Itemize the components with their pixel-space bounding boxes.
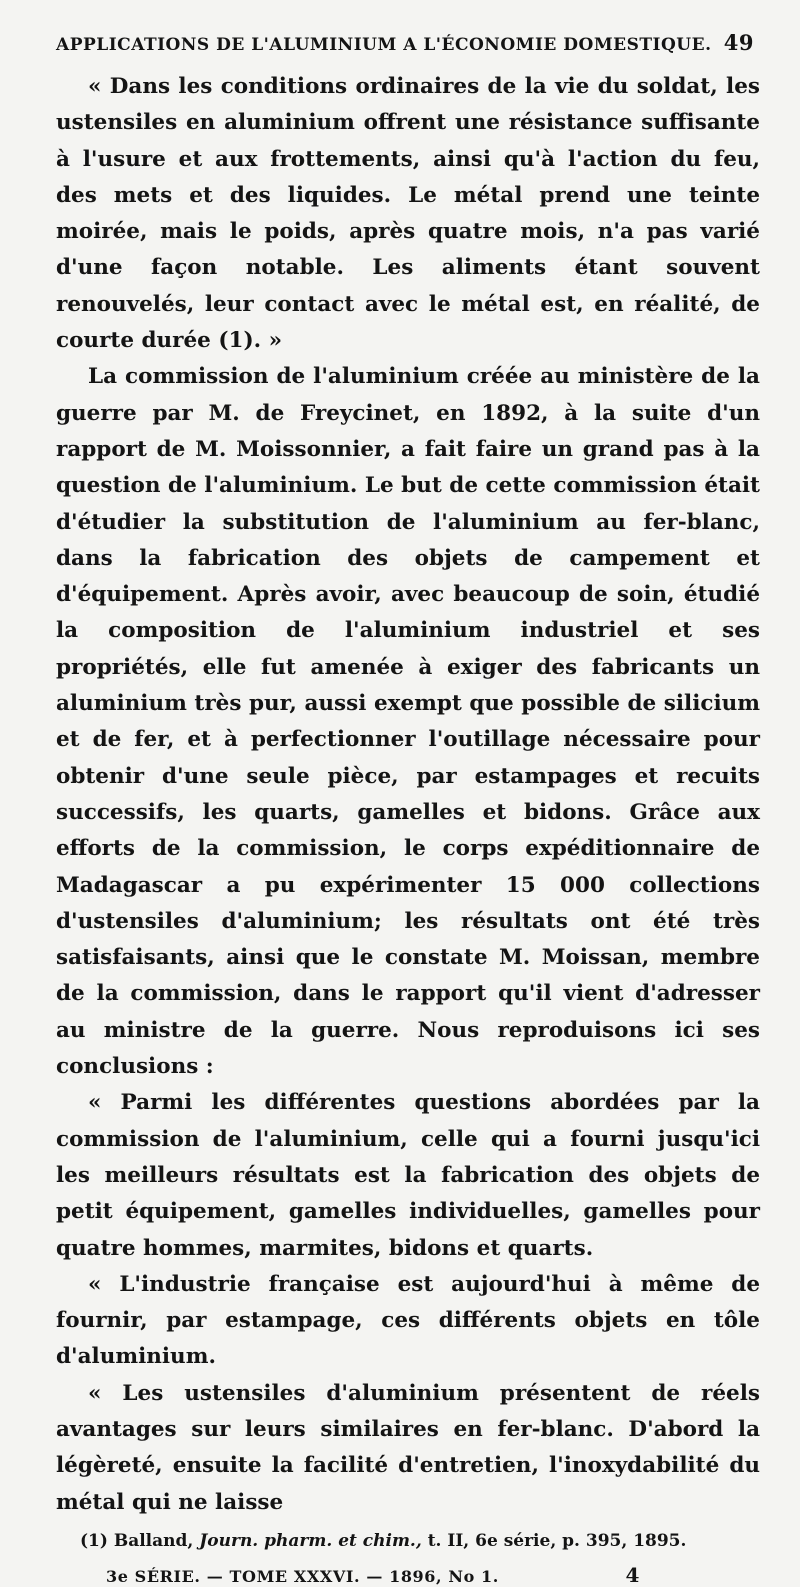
sheet-number: 4	[625, 1562, 640, 1587]
paragraph-quote-industry: « L'industrie française est aujourd'hui à même de fournir, par estampage, ces différents objets en tôle d'aluminium.	[56, 1271, 760, 1370]
paragraph-quote-results: « Parmi les différentes questions abordées par la commission de l'aluminium, celle qui a fourni jusqu'ici les meilleurs résultats est la fabrication des objets de petit équipement, gamelles individuelles, gamelles pour quatre hommes, marmites, bidons et quarts.	[56, 1090, 760, 1261]
series-info: 3e SÉRIE. — TOME XXXVI. — 1896, No 1.	[106, 1566, 499, 1586]
paragraph-quote-advantages: « Les ustensiles d'aluminium présentent de réels avantages sur leurs similaires en fer-blanc. D'abord la légèreté, ensuite la facilité d'entretien, l'inoxydabilité du métal qui ne laisse	[56, 1380, 760, 1515]
body-text	[56, 69, 760, 1521]
footnote-journal: Journ. pharm. et chim.,	[199, 1530, 422, 1551]
footnote-marker: (1)	[80, 1530, 108, 1551]
footnote-author: Balland,	[113, 1530, 194, 1551]
footnote-details: t. II, 6e série, p. 395, 1895.	[427, 1530, 687, 1551]
running-head	[56, 30, 760, 55]
paragraph-commission: La commission de l'aluminium créée au ministère de la guerre par M. de Freycinet, en 1892, à la suite d'un rapport de M. Moissonnier, a fait faire un grand pas à la question de l'aluminium. Le but de cette commission était d'étudier la substitution de l'aluminium au fer-blanc, dans la fabrication des objets de campement et d'équipement. Après avoir, avec beaucoup de soin, étudié la composition de l'aluminium industriel et ses propriétés, elle fut amenée à exiger des fabricants un aluminium très pur, aussi exempt que possible de silicium et de fer, et à perfectionner l'outillage nécessaire pour obtenir d'une seule pièce, par estampages et recuits successifs, les quarts, gamelles et bidons. Grâce aux efforts de la commission, le corps expéditionnaire de Madagascar a pu expérimenter 15 000 collections d'ustensiles d'aluminium; les résultats ont été très satisfaisants, ainsi que le constate M. Moissan, membre de la commission, dans le rapport qu'il vient d'adresser au ministre de la guerre. Nous reproduisons ici ses conclusions :	[56, 364, 760, 1080]
signature-line	[56, 1563, 760, 1587]
running-title: APPLICATIONS DE L'ALUMINIUM A L'ÉCONOMIE DOMESTIQUE.	[56, 35, 712, 55]
page-number: 49	[723, 30, 754, 55]
paragraph-quote-soldier: « Dans les conditions ordinaires de la vie du soldat, les ustensiles en aluminium offrent une résistance suffisante à l'usure et aux frottements, ainsi qu'à l'action du feu, des mets et des liquides. Le métal prend une teinte moirée, mais le poids, après quatre mois, n'a pas varié d'une façon notable. Les aliments étant souvent renouvelés, leur contact avec le métal est, en réalité, de courte durée (1). »	[56, 74, 760, 354]
footnote	[56, 1529, 760, 1553]
